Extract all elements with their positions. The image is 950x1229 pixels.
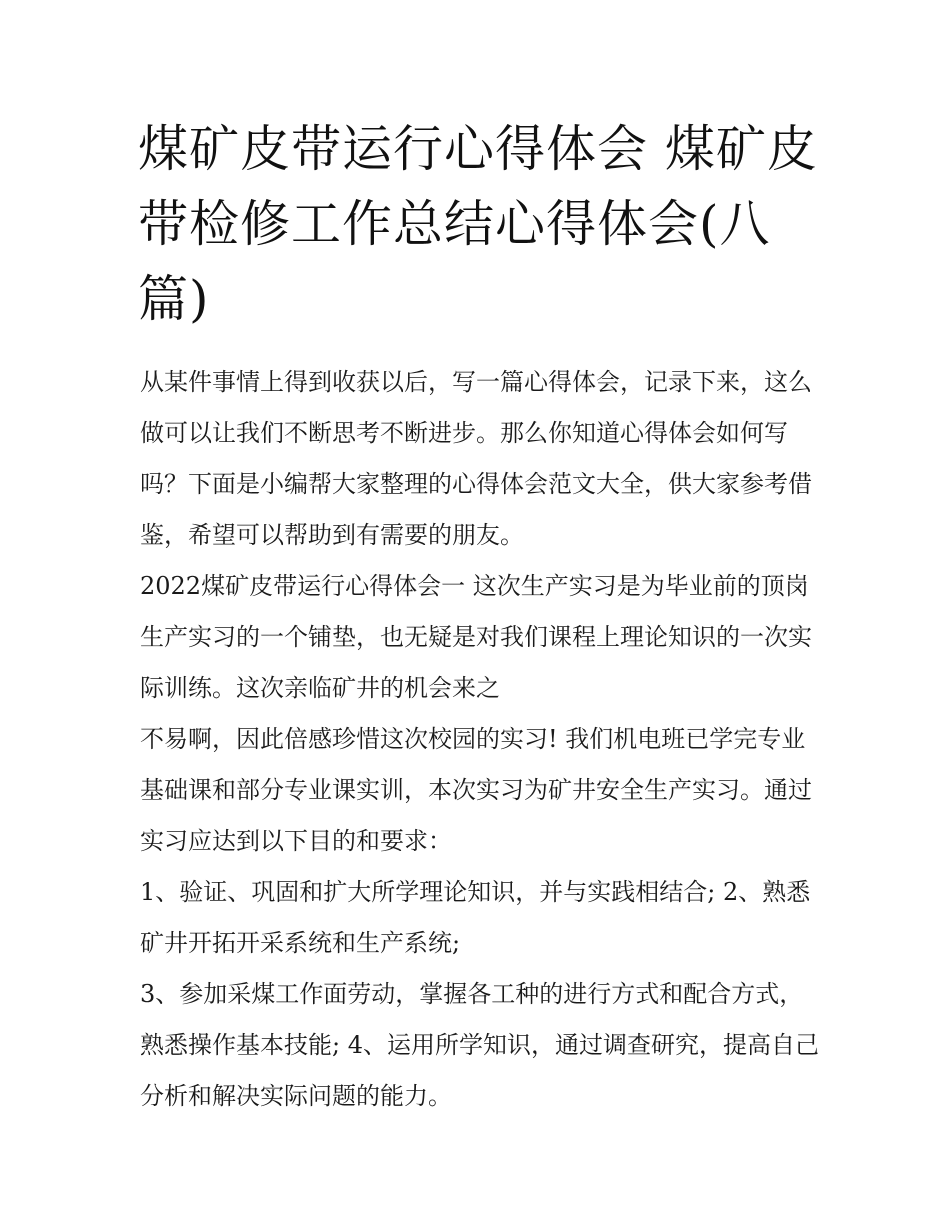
paragraph-intro: 从某件事情上得到收获以后，写一篇心得体会，记录下来，这么做可以让我们不断思考不断进步。那么你知道心得体会如何写吗？下面是小编帮大家整理的心得体会范文大全，供大家参考借鉴，希望可以帮助到有需要的朋友。 — [140, 368, 812, 549]
document-body — [140, 357, 820, 1122]
paragraph-requirement-3-4: 3、参加采煤工作面劳动，掌握各工种的进行方式和配合方式，熟悉操作基本技能; 4、运用所学知识，通过调查研究，提高自己分析和解决实际问题的能力。 — [140, 980, 819, 1110]
paragraph-essay-one-start: 2022煤矿皮带运行心得体会一 这次生产实习是为毕业前的顶岗生产实习的一个铺垫，也无疑是对我们课程上理论知识的一次实际训练。这次亲临矿井的机会来之 — [140, 572, 812, 702]
paragraph-essay-one-continued: 不易啊，因此倍感珍惜这次校园的实习! 我们机电班已学完专业基础课和部分专业课实训，本次实习为矿井安全生产实习。通过实习应达到以下目的和要求： — [140, 725, 812, 855]
document-title: 煤矿皮带运行心得体会 煤矿皮带检修工作总结心得体会(八篇) — [138, 120, 818, 328]
paragraph-requirement-1-2: 1、验证、巩固和扩大所学理论知识，并与实践相结合; 2、熟悉矿井开拓开采系统和生产系统; — [140, 878, 811, 957]
